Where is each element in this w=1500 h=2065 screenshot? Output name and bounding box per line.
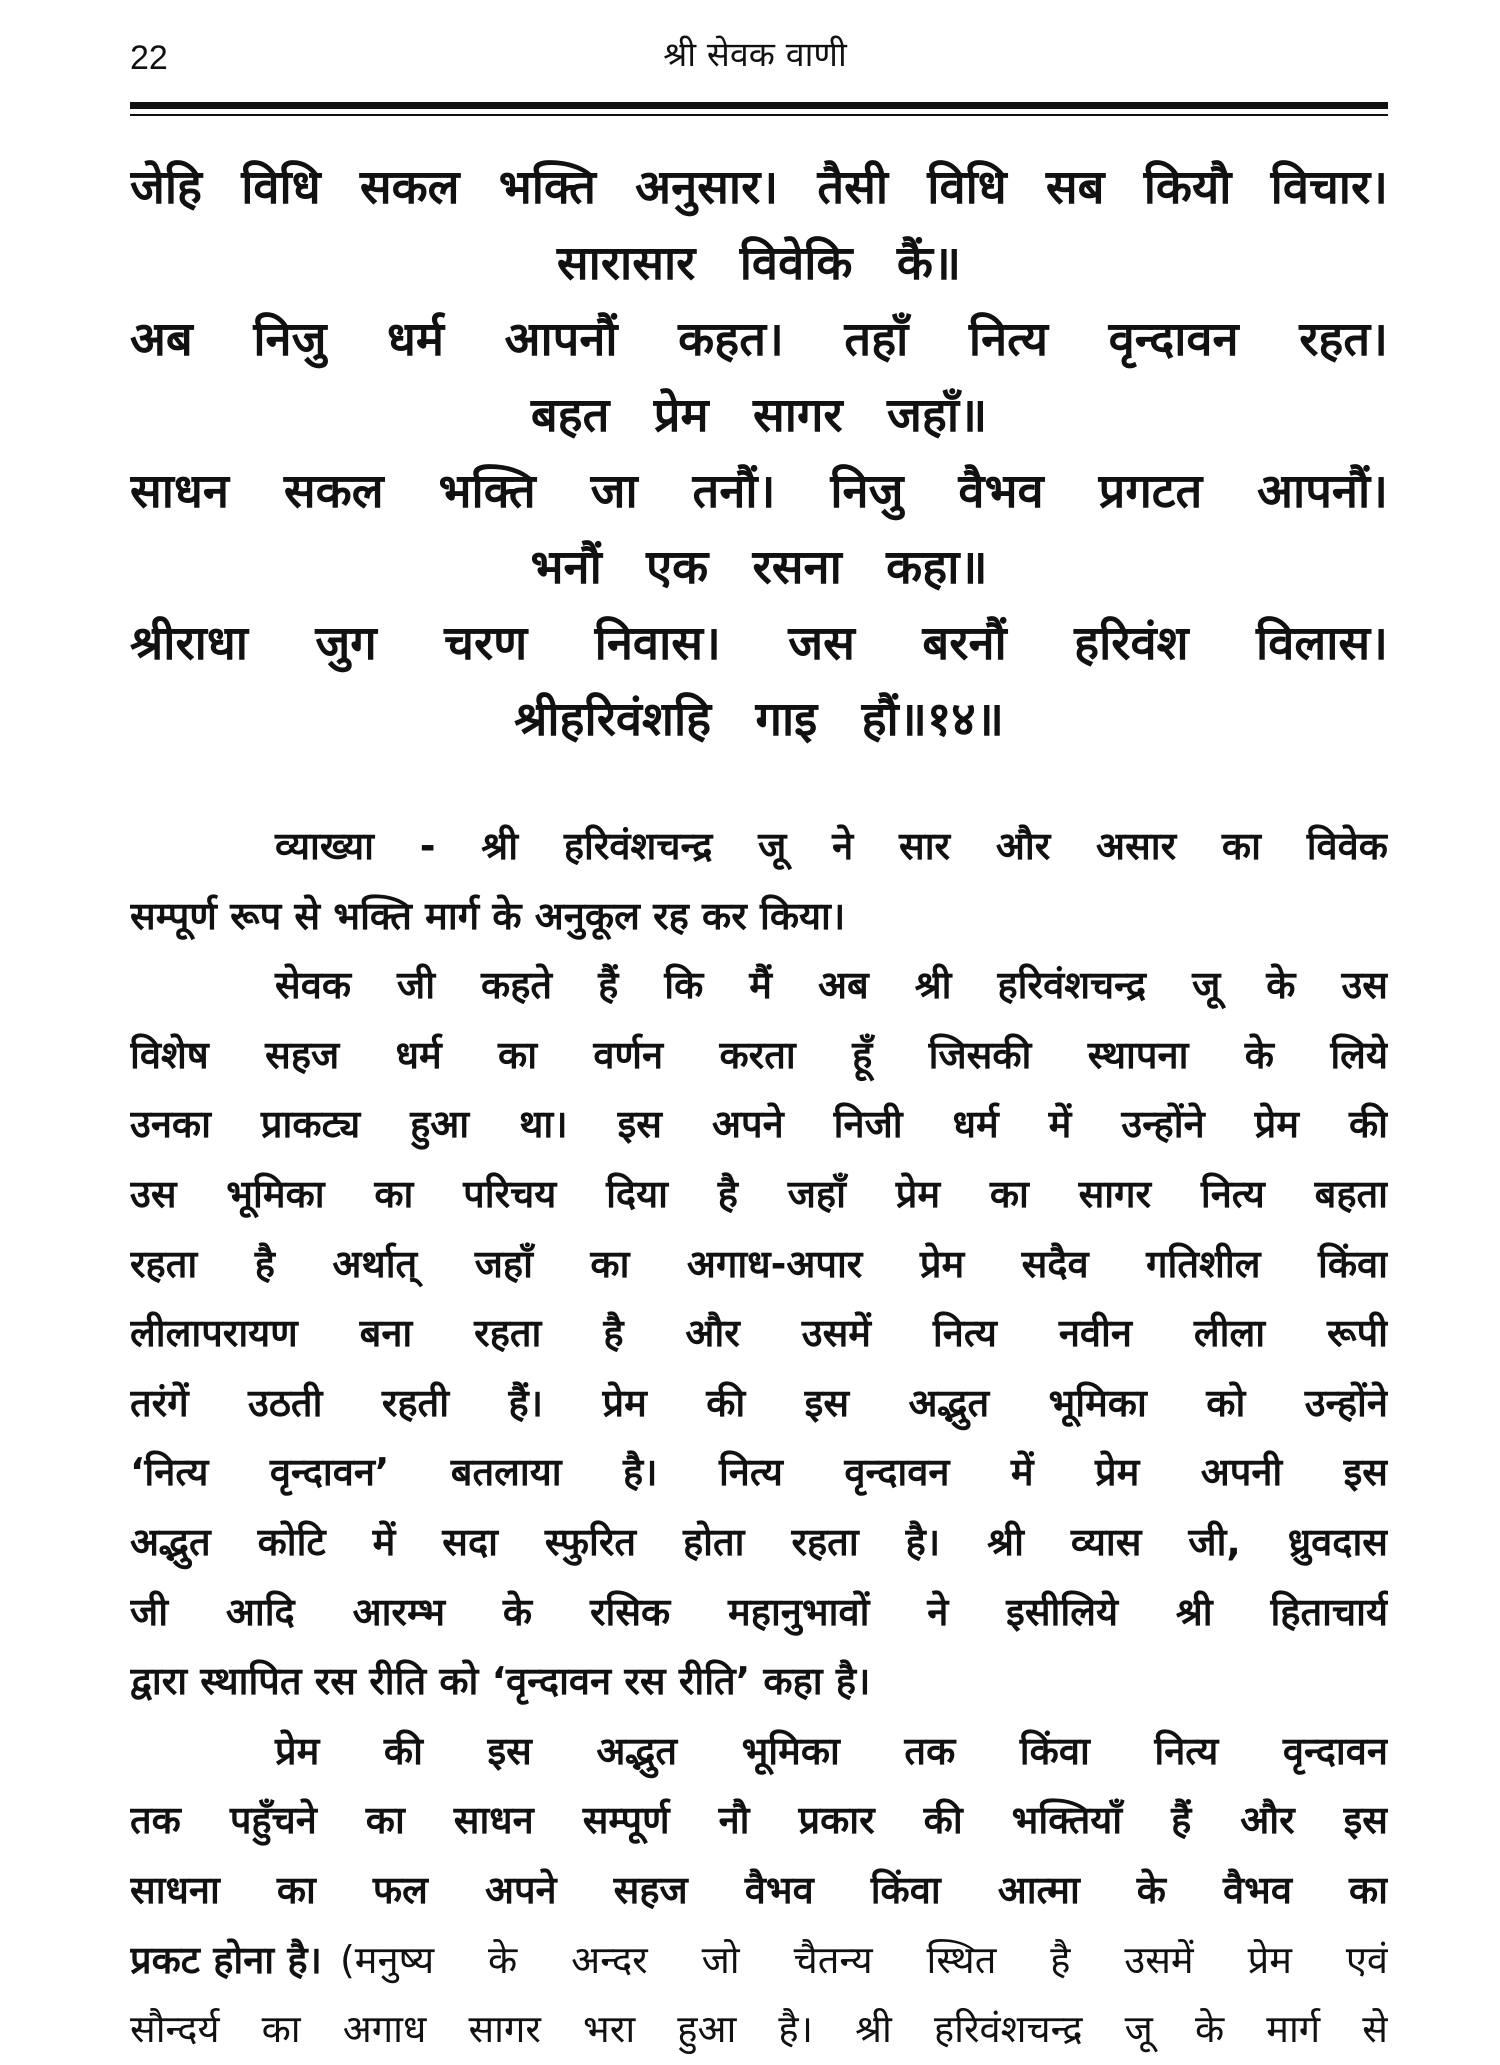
verse-line: जेहि विधि सकल भक्ति अनुसार। तैसी विधि सब कियौ विचार। <box>130 160 1388 215</box>
commentary-line-normal-part: (मनुष्य के अन्दर जो चैतन्य स्थित है उसमें प्रेम एवं <box>339 1937 1388 1982</box>
commentary-line: उस भूमिका का परिचय दिया है जहाँ प्रेम का सागर नित्य बहता <box>130 1171 1388 1216</box>
page-header <box>130 28 1380 88</box>
verse-line: साधन सकल भक्ति जा तनौं। निजु वैभव प्रगटत आपनौं। <box>130 464 1388 519</box>
commentary-line: ‘नित्य वृन्दावन’ बतलाया है। नित्य वृन्दावन में प्रेम अपनी इस <box>130 1450 1388 1495</box>
commentary <box>130 812 1388 2065</box>
commentary-line-mixed <box>130 1926 1388 1996</box>
commentary-line: उनका प्राकट्य हुआ था। इस अपने निजी धर्म में उन्होंने प्रेम की <box>130 1102 1388 1147</box>
commentary-line: द्वारा स्थापित रस रीति को ‘वृन्दावन रस रीति’ कहा है। <box>130 1659 871 1704</box>
commentary-line: तरंगें उठती रहती हैं। प्रेम की इस अद्भुत भूमिका को उन्होंने <box>130 1380 1388 1425</box>
header-rule-thin <box>130 114 1388 116</box>
verse-refrain: बहत प्रेम सागर जहाँ॥ <box>530 388 988 443</box>
page-number: 22 <box>130 39 168 77</box>
commentary-line: प्रेम की इस अद्भुत भूमिका तक किंवा नित्य वृन्दावन <box>275 1728 1388 1773</box>
verse-refrain: श्रीहरिवंशहि गाइ हौं॥१४॥ <box>514 692 1004 747</box>
verse-refrain: सारासार विवेकि कैं॥ <box>556 236 962 291</box>
commentary-line: अद्भुत कोटि में सदा स्फुरित होता रहता है। श्री व्यास जी, ध्रुवदास <box>130 1519 1388 1564</box>
commentary-line: साधना का फल अपने सहज वैभव किंवा आत्मा के वैभव का <box>130 1867 1388 1912</box>
commentary-line: सम्पूर्ण रूप से भक्ति मार्ग के अनुकूल रह कर किया। <box>130 893 846 938</box>
header-rule-thick <box>130 102 1388 109</box>
commentary-line: व्याख्या - श्री हरिवंशचन्द्र जू ने सार और असार का विवेक <box>275 824 1388 868</box>
commentary-line: सौन्दर्य का अगाध सागर भरा हुआ है। श्री हरिवंशचन्द्र जू के मार्ग से <box>130 2007 1388 2052</box>
commentary-line: जी आदि आरम्भ के रसिक महानुभावों ने इसीलिये श्री हिताचार्य <box>130 1589 1388 1634</box>
verse-line: श्रीराधा जुग चरण निवास। जस बरनौं हरिवंश विलास। <box>130 616 1388 671</box>
commentary-line: विशेष सहज धर्म का वर्णन करता हूँ जिसकी स्थापना के लिये <box>130 1032 1388 1077</box>
commentary-line: लीलापरायण बना रहता है और उसमें नित्य नवीन लीला रूपी <box>130 1311 1388 1356</box>
verse-line: अब निजु धर्म आपनौं कहत। तहाँ नित्य वृन्दावन रहत। <box>130 312 1388 367</box>
verse-block <box>130 150 1388 758</box>
commentary-line: रहता है अर्थात् जहाँ का अगाध-अपार प्रेम सदैव गतिशील किंवा <box>130 1241 1388 1286</box>
commentary-line: तक पहुँचने का साधन सम्पूर्ण नौ प्रकार की भक्तियाँ हैं और इस <box>130 1798 1388 1843</box>
commentary-line-bold-part: प्रकट होना है। <box>130 1937 322 1982</box>
running-title: श्री सेवक वाणी <box>663 35 847 75</box>
verse-refrain: भनौं एक रसना कहा॥ <box>530 540 988 595</box>
commentary-line: सेवक जी कहते हैं कि मैं अब श्री हरिवंशचन्द्र जू के उस <box>275 963 1388 1008</box>
